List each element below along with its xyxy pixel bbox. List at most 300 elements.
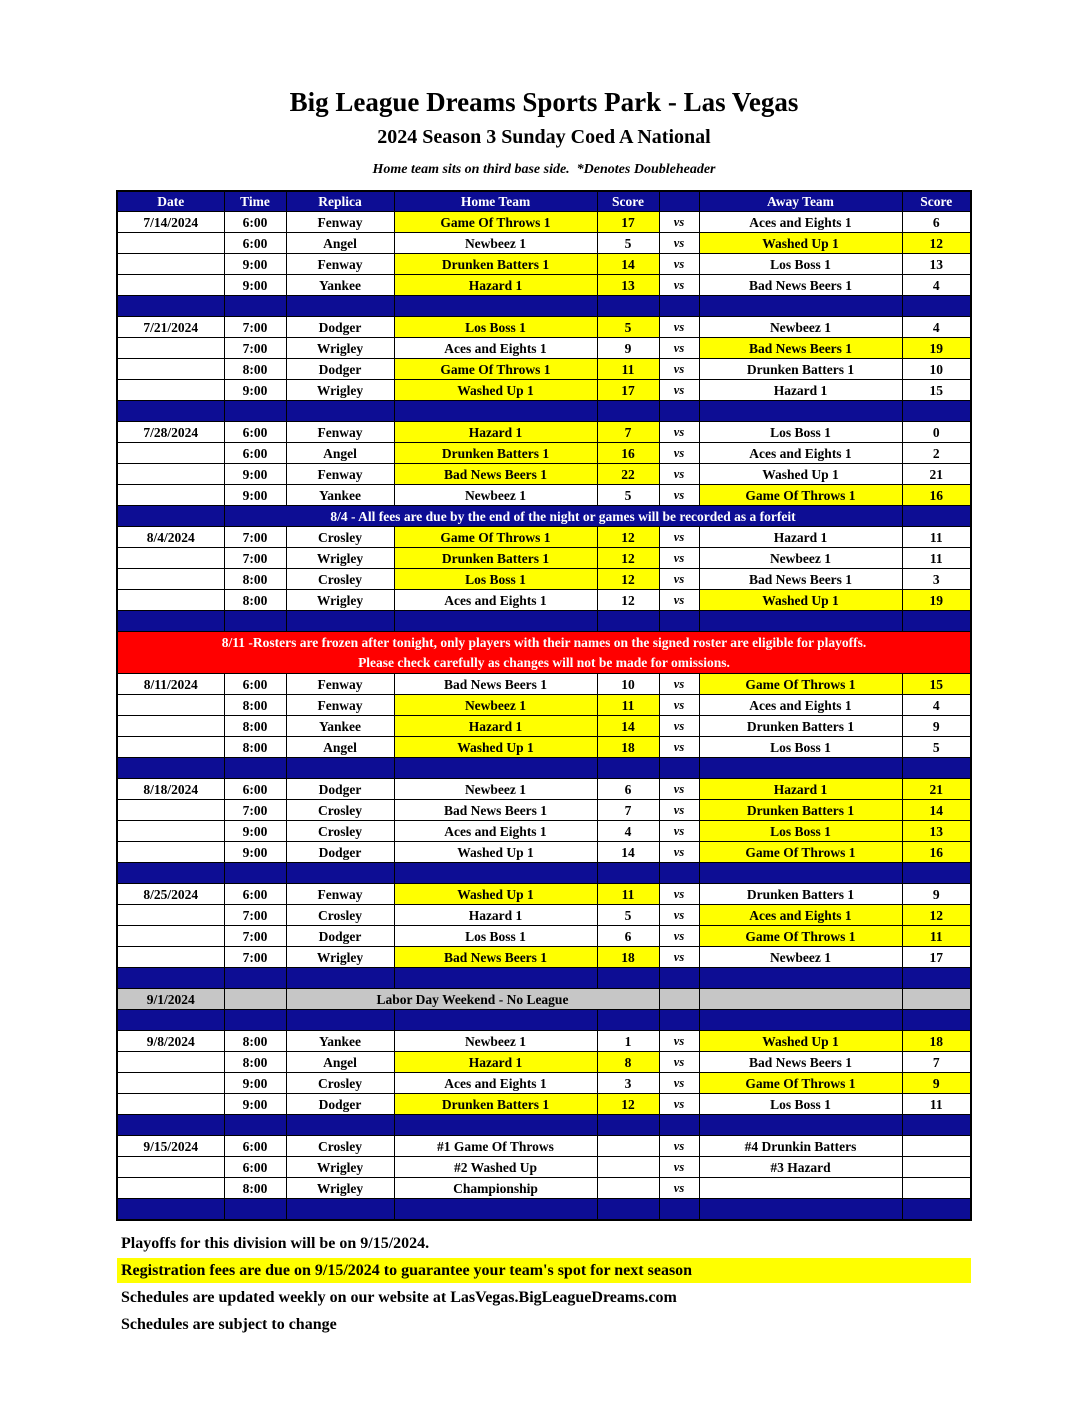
- date-cell: [117, 359, 224, 380]
- home-team-cell: Hazard 1: [394, 1052, 597, 1073]
- time-cell: 9:00: [224, 842, 286, 863]
- separator-row: [117, 401, 971, 422]
- home-team-cell: Bad News Beers 1: [394, 674, 597, 695]
- fees-note-text: 8/4 - All fees are due by the end of the night or games will be recorded as a forfeit: [224, 506, 902, 527]
- away-team-cell: Aces and Eights 1: [699, 695, 902, 716]
- game-row: [117, 821, 971, 842]
- away-team-cell: Drunken Batters 1: [699, 884, 902, 905]
- date-cell: [117, 506, 224, 527]
- away-score-cell: 11: [902, 527, 971, 548]
- time-cell: 7:00: [224, 338, 286, 359]
- vs-label: vs: [659, 905, 699, 926]
- col-header-away-score: Score: [902, 191, 971, 212]
- home-team-cell: Newbeez 1: [394, 1031, 597, 1052]
- home-team-cell: Los Boss 1: [394, 569, 597, 590]
- replica-cell: Crosley: [286, 905, 394, 926]
- vs-label: vs: [659, 485, 699, 506]
- home-score-cell: 7: [597, 800, 659, 821]
- separator-cell: [902, 1199, 971, 1220]
- date-cell: [117, 380, 224, 401]
- home-score-cell: 12: [597, 1094, 659, 1115]
- separator-cell: [117, 758, 224, 779]
- vs-label: vs: [659, 716, 699, 737]
- no-league-text: Labor Day Weekend - No League: [286, 989, 659, 1010]
- date-cell: 8/11/2024: [117, 674, 224, 695]
- date-cell: [117, 464, 224, 485]
- separator-cell: [659, 863, 699, 884]
- vs-label: vs: [659, 590, 699, 611]
- home-score-cell: 6: [597, 779, 659, 800]
- vs-label: vs: [659, 674, 699, 695]
- away-score-cell: 0: [902, 422, 971, 443]
- game-row: [117, 338, 971, 359]
- roster-freeze-note-row: [117, 632, 971, 674]
- date-cell: [117, 695, 224, 716]
- separator-cell: [224, 611, 286, 632]
- time-cell: 9:00: [224, 380, 286, 401]
- game-row: [117, 1031, 971, 1052]
- game-row: [117, 380, 971, 401]
- time-cell: 6:00: [224, 443, 286, 464]
- col-header-home-score: Score: [597, 191, 659, 212]
- home-score-cell: 22: [597, 464, 659, 485]
- vs-label: vs: [659, 821, 699, 842]
- game-row: [117, 947, 971, 968]
- home-score-cell: [597, 1178, 659, 1199]
- schedule-table-header: [117, 191, 971, 212]
- footer: [117, 1231, 971, 1337]
- away-team-cell: Aces and Eights 1: [699, 905, 902, 926]
- away-score-cell: 11: [902, 1094, 971, 1115]
- time-cell: 8:00: [224, 1178, 286, 1199]
- game-row: [117, 422, 971, 443]
- home-score-cell: 6: [597, 926, 659, 947]
- home-team-cell: Newbeez 1: [394, 779, 597, 800]
- home-score-cell: 14: [597, 716, 659, 737]
- replica-cell: Wrigley: [286, 380, 394, 401]
- separator-cell: [224, 1115, 286, 1136]
- roster-freeze-note-line: 8/11 -Rosters are frozen after tonight, only players with their names on the signed roster are eligible for playoffs.: [221, 634, 867, 650]
- replica-cell: Wrigley: [286, 548, 394, 569]
- away-score-cell: 21: [902, 779, 971, 800]
- home-team-cell: Game Of Throws 1: [394, 212, 597, 233]
- col-header-date: Date: [117, 191, 224, 212]
- replica-cell: Crosley: [286, 1136, 394, 1157]
- game-row: [117, 527, 971, 548]
- away-score-cell: 10: [902, 359, 971, 380]
- away-team-cell: Newbeez 1: [699, 947, 902, 968]
- date-cell: [117, 548, 224, 569]
- away-team-cell: Washed Up 1: [699, 1031, 902, 1052]
- game-row: [117, 485, 971, 506]
- away-score-cell: 12: [902, 905, 971, 926]
- away-team-cell: [699, 989, 902, 1010]
- separator-cell: [902, 1115, 971, 1136]
- vs-label: vs: [659, 1073, 699, 1094]
- time-cell: 9:00: [224, 275, 286, 296]
- away-score-cell: 5: [902, 737, 971, 758]
- home-team-cell: Aces and Eights 1: [394, 821, 597, 842]
- replica-cell: Yankee: [286, 716, 394, 737]
- away-score-cell: 2: [902, 443, 971, 464]
- vs-label: vs: [659, 317, 699, 338]
- away-team-cell: Los Boss 1: [699, 821, 902, 842]
- separator-cell: [117, 1115, 224, 1136]
- separator-cell: [224, 758, 286, 779]
- home-score-cell: 7: [597, 422, 659, 443]
- home-score-cell: [597, 1136, 659, 1157]
- home-score-cell: 17: [597, 212, 659, 233]
- home-team-cell: Washed Up 1: [394, 380, 597, 401]
- replica-cell: Angel: [286, 443, 394, 464]
- roster-freeze-note-text: [117, 632, 971, 674]
- game-row: [117, 1052, 971, 1073]
- replica-cell: Dodger: [286, 317, 394, 338]
- date-cell: [117, 1073, 224, 1094]
- replica-cell: Wrigley: [286, 590, 394, 611]
- game-row: [117, 674, 971, 695]
- date-cell: [117, 905, 224, 926]
- separator-cell: [659, 1199, 699, 1220]
- time-cell: 9:00: [224, 485, 286, 506]
- separator-cell: [224, 863, 286, 884]
- date-cell: 9/15/2024: [117, 1136, 224, 1157]
- vs-label: vs: [659, 800, 699, 821]
- away-team-cell: Newbeez 1: [699, 317, 902, 338]
- date-cell: [117, 338, 224, 359]
- home-team-cell: Aces and Eights 1: [394, 338, 597, 359]
- date-cell: 9/1/2024: [117, 989, 224, 1010]
- away-score-cell: 14: [902, 800, 971, 821]
- home-team-cell: Drunken Batters 1: [394, 548, 597, 569]
- separator-cell: [699, 296, 902, 317]
- replica-cell: Dodger: [286, 842, 394, 863]
- away-score-cell: 4: [902, 275, 971, 296]
- time-cell: 9:00: [224, 821, 286, 842]
- home-score-cell: [597, 1157, 659, 1178]
- separator-cell: [659, 401, 699, 422]
- separator-cell: [117, 1010, 224, 1031]
- replica-cell: Crosley: [286, 1073, 394, 1094]
- time-cell: 7:00: [224, 317, 286, 338]
- replica-cell: Yankee: [286, 275, 394, 296]
- away-score-cell: 9: [902, 884, 971, 905]
- game-row: [117, 695, 971, 716]
- date-cell: [117, 821, 224, 842]
- home-team-cell: Bad News Beers 1: [394, 464, 597, 485]
- home-score-cell: 14: [597, 254, 659, 275]
- time-cell: 6:00: [224, 884, 286, 905]
- page-subtitle: 2024 Season 3 Sunday Coed A National: [377, 125, 711, 148]
- away-team-cell: Aces and Eights 1: [699, 443, 902, 464]
- home-team-cell: Los Boss 1: [394, 317, 597, 338]
- game-row: [117, 317, 971, 338]
- game-row: [117, 779, 971, 800]
- away-team-cell: #4 Drunkin Batters: [699, 1136, 902, 1157]
- separator-cell: [597, 611, 659, 632]
- separator-cell: [286, 296, 394, 317]
- home-team-note: Home team sits on third base side. *Denotes Doubleheader: [372, 161, 716, 177]
- separator-cell: [597, 1010, 659, 1031]
- vs-label: vs: [659, 464, 699, 485]
- home-team-cell: Washed Up 1: [394, 884, 597, 905]
- time-cell: 8:00: [224, 1031, 286, 1052]
- separator-cell: [902, 296, 971, 317]
- replica-cell: Fenway: [286, 884, 394, 905]
- replica-cell: Fenway: [286, 212, 394, 233]
- time-cell: 7:00: [224, 905, 286, 926]
- date-cell: [117, 947, 224, 968]
- replica-cell: Dodger: [286, 779, 394, 800]
- home-score-cell: 17: [597, 380, 659, 401]
- vs-label: vs: [659, 443, 699, 464]
- game-row: [117, 926, 971, 947]
- vs-label: vs: [659, 1178, 699, 1199]
- col-header-time: Time: [224, 191, 286, 212]
- home-score-cell: 11: [597, 884, 659, 905]
- away-score-cell: 11: [902, 548, 971, 569]
- replica-cell: Fenway: [286, 464, 394, 485]
- separator-cell: [699, 968, 902, 989]
- vs-label: vs: [659, 527, 699, 548]
- vs-label: vs: [659, 884, 699, 905]
- away-score-cell: 16: [902, 842, 971, 863]
- footer-subject-to-change-note: Schedules are subject to change: [121, 1315, 337, 1333]
- home-score-cell: 5: [597, 317, 659, 338]
- separator-cell: [224, 401, 286, 422]
- home-score-cell: 5: [597, 905, 659, 926]
- away-score-cell: 17: [902, 947, 971, 968]
- replica-cell: Fenway: [286, 254, 394, 275]
- away-team-cell: Los Boss 1: [699, 254, 902, 275]
- time-cell: 7:00: [224, 800, 286, 821]
- replica-cell: Wrigley: [286, 947, 394, 968]
- time-cell: 8:00: [224, 716, 286, 737]
- game-row: [117, 716, 971, 737]
- separator-cell: [597, 1115, 659, 1136]
- vs-label: vs: [659, 947, 699, 968]
- vs-label: vs: [659, 737, 699, 758]
- away-team-cell: Los Boss 1: [699, 737, 902, 758]
- replica-cell: Wrigley: [286, 1178, 394, 1199]
- date-cell: [117, 1178, 224, 1199]
- separator-cell: [902, 401, 971, 422]
- separator-row: [117, 1010, 971, 1031]
- away-team-cell: Aces and Eights 1: [699, 212, 902, 233]
- separator-cell: [699, 1115, 902, 1136]
- away-team-cell: Washed Up 1: [699, 233, 902, 254]
- away-team-cell: Washed Up 1: [699, 590, 902, 611]
- home-team-cell: Washed Up 1: [394, 842, 597, 863]
- separator-cell: [117, 401, 224, 422]
- separator-cell: [394, 401, 597, 422]
- page-title: Big League Dreams Sports Park - Las Vegas: [289, 87, 799, 117]
- vs-label: vs: [659, 548, 699, 569]
- time-cell: 9:00: [224, 1073, 286, 1094]
- time-cell: 9:00: [224, 464, 286, 485]
- away-score-cell: 15: [902, 674, 971, 695]
- schedule-table-body: [117, 212, 971, 1220]
- time-cell: 8:00: [224, 359, 286, 380]
- home-score-cell: 3: [597, 1073, 659, 1094]
- vs-label: vs: [659, 338, 699, 359]
- home-team-cell: Bad News Beers 1: [394, 947, 597, 968]
- separator-cell: [659, 1010, 699, 1031]
- home-team-cell: Hazard 1: [394, 275, 597, 296]
- home-score-cell: 13: [597, 275, 659, 296]
- header-row: [117, 191, 971, 212]
- away-score-cell: 3: [902, 569, 971, 590]
- separator-cell: [699, 1199, 902, 1220]
- game-row: [117, 254, 971, 275]
- time-cell: 7:00: [224, 947, 286, 968]
- time-cell: 8:00: [224, 590, 286, 611]
- away-score-cell: [902, 1136, 971, 1157]
- separator-cell: [699, 863, 902, 884]
- away-score-cell: [902, 1157, 971, 1178]
- game-row: [117, 1136, 971, 1157]
- home-team-cell: Hazard 1: [394, 422, 597, 443]
- game-row: [117, 212, 971, 233]
- game-row: [117, 464, 971, 485]
- replica-cell: Yankee: [286, 1031, 394, 1052]
- replica-cell: Crosley: [286, 569, 394, 590]
- home-score-cell: 12: [597, 548, 659, 569]
- separator-cell: [902, 611, 971, 632]
- away-team-cell: Drunken Batters 1: [699, 716, 902, 737]
- replica-cell: Yankee: [286, 485, 394, 506]
- separator-cell: [699, 401, 902, 422]
- separator-row: [117, 968, 971, 989]
- vs-label: vs: [659, 233, 699, 254]
- replica-cell: Crosley: [286, 527, 394, 548]
- away-score-cell: [902, 1178, 971, 1199]
- date-cell: 8/18/2024: [117, 779, 224, 800]
- away-team-cell: Bad News Beers 1: [699, 569, 902, 590]
- game-row: [117, 569, 971, 590]
- time-cell: 6:00: [224, 233, 286, 254]
- vs-label: vs: [659, 926, 699, 947]
- col-header-away-team: Away Team: [699, 191, 902, 212]
- away-score-cell: 9: [902, 1073, 971, 1094]
- separator-row: [117, 758, 971, 779]
- separator-cell: [286, 968, 394, 989]
- home-score-cell: 16: [597, 443, 659, 464]
- separator-row: [117, 1115, 971, 1136]
- date-cell: [117, 737, 224, 758]
- away-team-cell: Game Of Throws 1: [699, 926, 902, 947]
- home-score-cell: 18: [597, 947, 659, 968]
- date-cell: [117, 275, 224, 296]
- game-row: [117, 1178, 971, 1199]
- separator-cell: [394, 1199, 597, 1220]
- date-cell: [117, 716, 224, 737]
- time-cell: 6:00: [224, 1136, 286, 1157]
- game-row: [117, 905, 971, 926]
- away-score-cell: 4: [902, 695, 971, 716]
- vs-label: vs: [659, 842, 699, 863]
- home-team-cell: Drunken Batters 1: [394, 254, 597, 275]
- home-score-cell: 5: [597, 233, 659, 254]
- separator-cell: [286, 1010, 394, 1031]
- away-team-cell: #3 Hazard: [699, 1157, 902, 1178]
- separator-cell: [286, 611, 394, 632]
- date-cell: [117, 926, 224, 947]
- no-league-row: [117, 989, 971, 1010]
- away-team-cell: Drunken Batters 1: [699, 800, 902, 821]
- separator-row: [117, 863, 971, 884]
- away-team-cell: Bad News Beers 1: [699, 1052, 902, 1073]
- separator-cell: [659, 611, 699, 632]
- away-team-cell: [699, 1178, 902, 1199]
- away-team-cell: Game Of Throws 1: [699, 1073, 902, 1094]
- replica-cell: Wrigley: [286, 338, 394, 359]
- footer-playoffs-note: Playoffs for this division will be on 9/15/2024.: [121, 1234, 430, 1252]
- time-cell: 6:00: [224, 1157, 286, 1178]
- separator-cell: [659, 758, 699, 779]
- home-score-cell: 5: [597, 485, 659, 506]
- home-team-cell: Newbeez 1: [394, 233, 597, 254]
- time-cell: 6:00: [224, 212, 286, 233]
- date-cell: 8/4/2024: [117, 527, 224, 548]
- away-team-cell: Hazard 1: [699, 527, 902, 548]
- separator-cell: [659, 296, 699, 317]
- away-score-cell: 13: [902, 254, 971, 275]
- replica-cell: Crosley: [286, 821, 394, 842]
- date-cell: 7/21/2024: [117, 317, 224, 338]
- time-cell: 7:00: [224, 926, 286, 947]
- separator-row: [117, 611, 971, 632]
- home-team-cell: Hazard 1: [394, 716, 597, 737]
- away-team-cell: Bad News Beers 1: [699, 275, 902, 296]
- separator-cell: [117, 1199, 224, 1220]
- home-score-cell: 18: [597, 737, 659, 758]
- away-team-cell: Game Of Throws 1: [699, 485, 902, 506]
- game-row: [117, 884, 971, 905]
- replica-cell: Angel: [286, 233, 394, 254]
- time-cell: 8:00: [224, 695, 286, 716]
- col-header-replica: Replica: [286, 191, 394, 212]
- separator-cell: [286, 758, 394, 779]
- time-cell: 8:00: [224, 737, 286, 758]
- replica-cell: Dodger: [286, 1094, 394, 1115]
- vs-label: vs: [659, 1157, 699, 1178]
- replica-cell: Angel: [286, 737, 394, 758]
- separator-cell: [597, 1199, 659, 1220]
- vs-label: vs: [659, 1031, 699, 1052]
- time-cell: 6:00: [224, 422, 286, 443]
- away-team-cell: Newbeez 1: [699, 548, 902, 569]
- home-team-cell: Drunken Batters 1: [394, 443, 597, 464]
- date-cell: 8/25/2024: [117, 884, 224, 905]
- separator-cell: [597, 758, 659, 779]
- home-team-cell: Washed Up 1: [394, 737, 597, 758]
- home-team-cell: Bad News Beers 1: [394, 800, 597, 821]
- separator-cell: [902, 758, 971, 779]
- home-team-cell: Aces and Eights 1: [394, 590, 597, 611]
- separator-cell: [394, 758, 597, 779]
- separator-cell: [902, 1010, 971, 1031]
- separator-row: [117, 296, 971, 317]
- vs-label: vs: [659, 212, 699, 233]
- footer-registration-note: Registration fees are due on 9/15/2024 to guarantee your team's spot for next season: [117, 1258, 971, 1283]
- separator-cell: [394, 968, 597, 989]
- fees-note-row: [117, 506, 971, 527]
- away-team-cell: Hazard 1: [699, 779, 902, 800]
- time-cell: 6:00: [224, 674, 286, 695]
- time-cell: 8:00: [224, 1052, 286, 1073]
- away-score-cell: 16: [902, 485, 971, 506]
